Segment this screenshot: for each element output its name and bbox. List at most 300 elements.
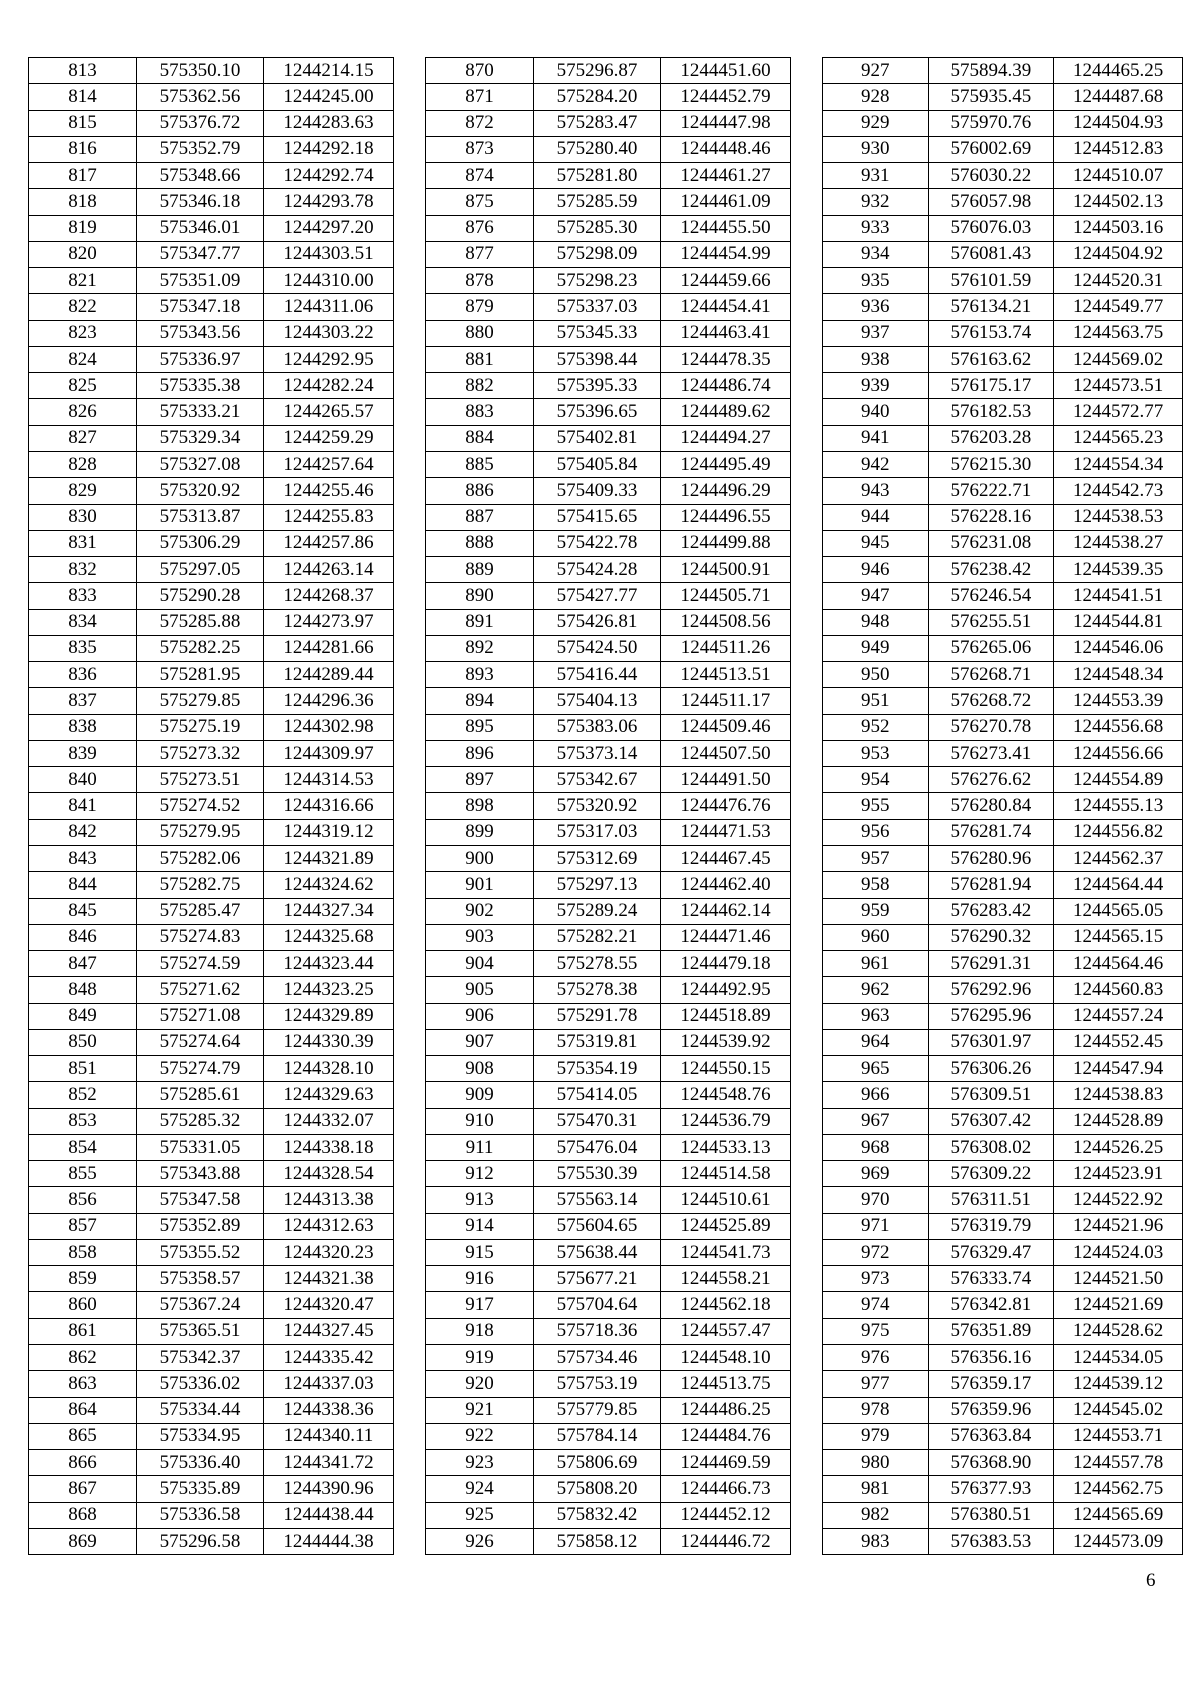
x-coordinate: 575284.20	[534, 84, 661, 110]
y-coordinate: 1244533.13	[661, 1134, 791, 1160]
table-row	[29, 530, 394, 556]
point-number: 907	[426, 1029, 534, 1055]
point-number: 974	[823, 1292, 929, 1318]
point-number: 924	[426, 1476, 534, 1502]
y-coordinate: 1244541.73	[661, 1239, 791, 1265]
point-number: 943	[823, 478, 929, 504]
table-row	[426, 714, 791, 740]
y-coordinate: 1244573.51	[1054, 373, 1183, 399]
table-row	[29, 136, 394, 162]
y-coordinate: 1244510.61	[661, 1187, 791, 1213]
page-number: 6	[1146, 1570, 1156, 1591]
y-coordinate: 1244491.50	[661, 767, 791, 793]
point-number: 920	[426, 1371, 534, 1397]
x-coordinate: 575274.59	[137, 951, 264, 977]
point-number: 862	[29, 1345, 137, 1371]
point-number: 823	[29, 320, 137, 346]
point-number: 976	[823, 1345, 929, 1371]
y-coordinate: 1244565.69	[1054, 1502, 1183, 1528]
point-number: 916	[426, 1266, 534, 1292]
table-row	[426, 740, 791, 766]
x-coordinate: 576281.94	[928, 872, 1054, 898]
table-row	[823, 320, 1183, 346]
y-coordinate: 1244316.66	[264, 793, 394, 819]
x-coordinate: 575376.72	[137, 110, 264, 136]
point-number: 959	[823, 898, 929, 924]
x-coordinate: 575296.58	[137, 1528, 264, 1554]
point-number: 828	[29, 451, 137, 477]
point-number: 821	[29, 268, 137, 294]
table-row	[29, 1239, 394, 1265]
point-number: 891	[426, 609, 534, 635]
x-coordinate: 575365.51	[137, 1318, 264, 1344]
table-row	[29, 399, 394, 425]
x-coordinate: 575345.33	[534, 320, 661, 346]
point-number: 855	[29, 1161, 137, 1187]
y-coordinate: 1244496.55	[661, 504, 791, 530]
table-row	[426, 793, 791, 819]
x-coordinate: 575275.19	[137, 714, 264, 740]
x-coordinate: 575320.92	[534, 793, 661, 819]
point-number: 834	[29, 609, 137, 635]
table-row	[426, 1476, 791, 1502]
y-coordinate: 1244521.96	[1054, 1213, 1183, 1239]
table-row	[29, 1029, 394, 1055]
table-row	[823, 373, 1183, 399]
y-coordinate: 1244340.11	[264, 1423, 394, 1449]
y-coordinate: 1244569.02	[1054, 346, 1183, 372]
y-coordinate: 1244463.41	[661, 320, 791, 346]
table-row	[426, 977, 791, 1003]
point-number: 941	[823, 425, 929, 451]
table-row	[29, 1450, 394, 1476]
point-number: 975	[823, 1318, 929, 1344]
x-coordinate: 575422.78	[534, 530, 661, 556]
table-row	[426, 399, 791, 425]
x-coordinate: 575282.21	[534, 924, 661, 950]
x-coordinate: 575373.14	[534, 740, 661, 766]
x-coordinate: 575285.32	[137, 1108, 264, 1134]
table-row	[29, 793, 394, 819]
y-coordinate: 1244268.37	[264, 583, 394, 609]
table-row	[426, 1134, 791, 1160]
y-coordinate: 1244330.39	[264, 1029, 394, 1055]
point-number: 875	[426, 189, 534, 215]
point-number: 921	[426, 1397, 534, 1423]
table-row	[426, 1161, 791, 1187]
table-row	[823, 215, 1183, 241]
y-coordinate: 1244289.44	[264, 662, 394, 688]
x-coordinate: 576292.96	[928, 977, 1054, 1003]
point-number: 865	[29, 1423, 137, 1449]
table-row	[823, 845, 1183, 871]
table-row	[29, 215, 394, 241]
x-coordinate: 575317.03	[534, 819, 661, 845]
y-coordinate: 1244332.07	[264, 1108, 394, 1134]
table-row	[823, 977, 1183, 1003]
y-coordinate: 1244438.44	[264, 1502, 394, 1528]
y-coordinate: 1244507.50	[661, 740, 791, 766]
x-coordinate: 576383.53	[928, 1528, 1054, 1554]
y-coordinate: 1244309.97	[264, 740, 394, 766]
x-coordinate: 575894.39	[928, 58, 1054, 84]
x-coordinate: 576280.84	[928, 793, 1054, 819]
point-number: 938	[823, 346, 929, 372]
point-number: 964	[823, 1029, 929, 1055]
point-number: 960	[823, 924, 929, 950]
x-coordinate: 575355.52	[137, 1239, 264, 1265]
table-row	[426, 1082, 791, 1108]
x-coordinate: 575282.25	[137, 635, 264, 661]
y-coordinate: 1244327.45	[264, 1318, 394, 1344]
y-coordinate: 1244257.86	[264, 530, 394, 556]
table-row	[823, 740, 1183, 766]
y-coordinate: 1244455.50	[661, 215, 791, 241]
y-coordinate: 1244504.92	[1054, 241, 1183, 267]
y-coordinate: 1244257.64	[264, 451, 394, 477]
x-coordinate: 575638.44	[534, 1239, 661, 1265]
point-number: 953	[823, 740, 929, 766]
table-row	[823, 1134, 1183, 1160]
table-row	[29, 1108, 394, 1134]
x-coordinate: 576222.71	[928, 478, 1054, 504]
point-number: 930	[823, 136, 929, 162]
x-coordinate: 575398.44	[534, 346, 661, 372]
y-coordinate: 1244292.18	[264, 136, 394, 162]
point-number: 813	[29, 58, 137, 84]
y-coordinate: 1244539.35	[1054, 557, 1183, 583]
y-coordinate: 1244335.42	[264, 1345, 394, 1371]
table-row	[29, 1082, 394, 1108]
point-number: 857	[29, 1213, 137, 1239]
point-number: 827	[29, 425, 137, 451]
table-row	[426, 845, 791, 871]
point-number: 963	[823, 1003, 929, 1029]
x-coordinate: 576380.51	[928, 1502, 1054, 1528]
table-row	[29, 845, 394, 871]
x-coordinate: 576268.71	[928, 662, 1054, 688]
table-row	[823, 872, 1183, 898]
point-number: 885	[426, 451, 534, 477]
table-row	[426, 1056, 791, 1082]
x-coordinate: 575704.64	[534, 1292, 661, 1318]
y-coordinate: 1244553.39	[1054, 688, 1183, 714]
y-coordinate: 1244476.76	[661, 793, 791, 819]
point-number: 970	[823, 1187, 929, 1213]
y-coordinate: 1244508.56	[661, 609, 791, 635]
table-row	[823, 58, 1183, 84]
point-number: 888	[426, 530, 534, 556]
point-number: 863	[29, 1371, 137, 1397]
point-number: 886	[426, 478, 534, 504]
table-row	[426, 1318, 791, 1344]
table-row	[426, 373, 791, 399]
point-number: 884	[426, 425, 534, 451]
point-number: 887	[426, 504, 534, 530]
table-row	[426, 320, 791, 346]
table-row	[29, 951, 394, 977]
point-number: 858	[29, 1239, 137, 1265]
y-coordinate: 1244545.02	[1054, 1397, 1183, 1423]
x-coordinate: 576268.72	[928, 688, 1054, 714]
y-coordinate: 1244255.83	[264, 504, 394, 530]
y-coordinate: 1244560.83	[1054, 977, 1183, 1003]
y-coordinate: 1244312.63	[264, 1213, 394, 1239]
x-coordinate: 575331.05	[137, 1134, 264, 1160]
table-row	[426, 635, 791, 661]
y-coordinate: 1244487.68	[1054, 84, 1183, 110]
point-number: 841	[29, 793, 137, 819]
x-coordinate: 575297.05	[137, 557, 264, 583]
x-coordinate: 576057.98	[928, 189, 1054, 215]
point-number: 839	[29, 740, 137, 766]
x-coordinate: 575274.64	[137, 1029, 264, 1055]
y-coordinate: 1244327.34	[264, 898, 394, 924]
y-coordinate: 1244447.98	[661, 110, 791, 136]
table-row	[29, 557, 394, 583]
y-coordinate: 1244544.81	[1054, 609, 1183, 635]
x-coordinate: 575362.56	[137, 84, 264, 110]
x-coordinate: 575563.14	[534, 1187, 661, 1213]
table-row	[29, 346, 394, 372]
y-coordinate: 1244466.73	[661, 1476, 791, 1502]
table-row	[29, 1528, 394, 1554]
y-coordinate: 1244558.21	[661, 1266, 791, 1292]
point-number: 872	[426, 110, 534, 136]
x-coordinate: 575334.95	[137, 1423, 264, 1449]
point-number: 871	[426, 84, 534, 110]
x-coordinate: 575784.14	[534, 1423, 661, 1449]
y-coordinate: 1244478.35	[661, 346, 791, 372]
x-coordinate: 575935.45	[928, 84, 1054, 110]
y-coordinate: 1244314.53	[264, 767, 394, 793]
table-row	[426, 1502, 791, 1528]
y-coordinate: 1244563.75	[1054, 320, 1183, 346]
table-row	[823, 530, 1183, 556]
x-coordinate: 575354.19	[534, 1056, 661, 1082]
y-coordinate: 1244564.46	[1054, 951, 1183, 977]
table-row	[823, 504, 1183, 530]
x-coordinate: 575426.81	[534, 609, 661, 635]
y-coordinate: 1244528.62	[1054, 1318, 1183, 1344]
y-coordinate: 1244486.25	[661, 1397, 791, 1423]
table-row	[29, 425, 394, 451]
y-coordinate: 1244265.57	[264, 399, 394, 425]
y-coordinate: 1244549.77	[1054, 294, 1183, 320]
y-coordinate: 1244310.00	[264, 268, 394, 294]
y-coordinate: 1244548.10	[661, 1345, 791, 1371]
point-number: 890	[426, 583, 534, 609]
point-number: 917	[426, 1292, 534, 1318]
x-coordinate: 575271.08	[137, 1003, 264, 1029]
table-row	[823, 1266, 1183, 1292]
y-coordinate: 1244263.14	[264, 557, 394, 583]
x-coordinate: 576311.51	[928, 1187, 1054, 1213]
x-coordinate: 575312.69	[534, 845, 661, 871]
table-row	[426, 924, 791, 950]
point-number: 983	[823, 1528, 929, 1554]
y-coordinate: 1244565.23	[1054, 425, 1183, 451]
y-coordinate: 1244465.25	[1054, 58, 1183, 84]
x-coordinate: 575348.66	[137, 163, 264, 189]
y-coordinate: 1244513.75	[661, 1371, 791, 1397]
x-coordinate: 575281.95	[137, 662, 264, 688]
point-number: 876	[426, 215, 534, 241]
table-row	[426, 346, 791, 372]
y-coordinate: 1244521.50	[1054, 1266, 1183, 1292]
table-row	[426, 557, 791, 583]
y-coordinate: 1244461.09	[661, 189, 791, 215]
table-row	[426, 662, 791, 688]
x-coordinate: 576081.43	[928, 241, 1054, 267]
table-row	[823, 767, 1183, 793]
x-coordinate: 576359.17	[928, 1371, 1054, 1397]
point-number: 932	[823, 189, 929, 215]
table-row	[426, 294, 791, 320]
point-number: 962	[823, 977, 929, 1003]
y-coordinate: 1244550.15	[661, 1056, 791, 1082]
point-number: 819	[29, 215, 137, 241]
point-number: 927	[823, 58, 929, 84]
x-coordinate: 576351.89	[928, 1318, 1054, 1344]
point-number: 915	[426, 1239, 534, 1265]
x-coordinate: 575350.10	[137, 58, 264, 84]
y-coordinate: 1244479.18	[661, 951, 791, 977]
point-number: 979	[823, 1423, 929, 1449]
y-coordinate: 1244496.29	[661, 478, 791, 504]
point-number: 822	[29, 294, 137, 320]
y-coordinate: 1244553.71	[1054, 1423, 1183, 1449]
y-coordinate: 1244303.22	[264, 320, 394, 346]
y-coordinate: 1244452.79	[661, 84, 791, 110]
table-row	[823, 399, 1183, 425]
point-number: 897	[426, 767, 534, 793]
table-row	[29, 1003, 394, 1029]
point-number: 844	[29, 872, 137, 898]
coordinate-table-2	[425, 57, 791, 1555]
table-row	[29, 1187, 394, 1213]
y-coordinate: 1244523.91	[1054, 1161, 1183, 1187]
table-row	[823, 1450, 1183, 1476]
table-row	[823, 1056, 1183, 1082]
x-coordinate: 576329.47	[928, 1239, 1054, 1265]
x-coordinate: 575278.55	[534, 951, 661, 977]
point-number: 879	[426, 294, 534, 320]
point-number: 831	[29, 530, 137, 556]
y-coordinate: 1244296.36	[264, 688, 394, 714]
point-number: 977	[823, 1371, 929, 1397]
point-number: 829	[29, 478, 137, 504]
y-coordinate: 1244557.24	[1054, 1003, 1183, 1029]
point-number: 860	[29, 1292, 137, 1318]
y-coordinate: 1244469.59	[661, 1450, 791, 1476]
x-coordinate: 576231.08	[928, 530, 1054, 556]
x-coordinate: 575858.12	[534, 1528, 661, 1554]
table-row	[426, 84, 791, 110]
point-number: 835	[29, 635, 137, 661]
y-coordinate: 1244562.37	[1054, 845, 1183, 871]
point-number: 908	[426, 1056, 534, 1082]
y-coordinate: 1244338.36	[264, 1397, 394, 1423]
table-row	[823, 1187, 1183, 1213]
point-number: 830	[29, 504, 137, 530]
y-coordinate: 1244573.09	[1054, 1528, 1183, 1554]
point-number: 945	[823, 530, 929, 556]
table-row	[823, 451, 1183, 477]
point-number: 892	[426, 635, 534, 661]
y-coordinate: 1244572.77	[1054, 399, 1183, 425]
x-coordinate: 576291.31	[928, 951, 1054, 977]
point-number: 980	[823, 1450, 929, 1476]
point-number: 919	[426, 1345, 534, 1371]
point-number: 818	[29, 189, 137, 215]
x-coordinate: 575333.21	[137, 399, 264, 425]
x-coordinate: 576280.96	[928, 845, 1054, 871]
y-coordinate: 1244214.15	[264, 58, 394, 84]
point-number: 889	[426, 557, 534, 583]
x-coordinate: 576295.96	[928, 1003, 1054, 1029]
point-number: 894	[426, 688, 534, 714]
table-row	[823, 924, 1183, 950]
y-coordinate: 1244502.13	[1054, 189, 1183, 215]
point-number: 877	[426, 241, 534, 267]
x-coordinate: 575402.81	[534, 425, 661, 451]
x-coordinate: 576153.74	[928, 320, 1054, 346]
y-coordinate: 1244526.25	[1054, 1134, 1183, 1160]
table-row	[29, 819, 394, 845]
table-row	[29, 635, 394, 661]
y-coordinate: 1244467.45	[661, 845, 791, 871]
table-row	[426, 1450, 791, 1476]
point-number: 898	[426, 793, 534, 819]
y-coordinate: 1244538.53	[1054, 504, 1183, 530]
table-row	[823, 110, 1183, 136]
y-coordinate: 1244324.62	[264, 872, 394, 898]
x-coordinate: 575285.59	[534, 189, 661, 215]
y-coordinate: 1244539.12	[1054, 1371, 1183, 1397]
y-coordinate: 1244552.45	[1054, 1029, 1183, 1055]
table-row	[29, 294, 394, 320]
point-number: 854	[29, 1134, 137, 1160]
x-coordinate: 575279.85	[137, 688, 264, 714]
table-row	[823, 951, 1183, 977]
y-coordinate: 1244565.05	[1054, 898, 1183, 924]
point-number: 846	[29, 924, 137, 950]
point-number: 815	[29, 110, 137, 136]
table-row	[29, 977, 394, 1003]
y-coordinate: 1244510.07	[1054, 163, 1183, 189]
x-coordinate: 576276.62	[928, 767, 1054, 793]
table-row	[29, 373, 394, 399]
y-coordinate: 1244556.66	[1054, 740, 1183, 766]
x-coordinate: 576101.59	[928, 268, 1054, 294]
point-number: 873	[426, 136, 534, 162]
x-coordinate: 575285.88	[137, 609, 264, 635]
y-coordinate: 1244495.49	[661, 451, 791, 477]
y-coordinate: 1244451.60	[661, 58, 791, 84]
table-row	[823, 1318, 1183, 1344]
x-coordinate: 575806.69	[534, 1450, 661, 1476]
point-number: 880	[426, 320, 534, 346]
point-number: 904	[426, 951, 534, 977]
point-number: 929	[823, 110, 929, 136]
point-number: 966	[823, 1082, 929, 1108]
point-number: 918	[426, 1318, 534, 1344]
point-number: 951	[823, 688, 929, 714]
y-coordinate: 1244448.46	[661, 136, 791, 162]
table-row	[823, 662, 1183, 688]
y-coordinate: 1244293.78	[264, 189, 394, 215]
